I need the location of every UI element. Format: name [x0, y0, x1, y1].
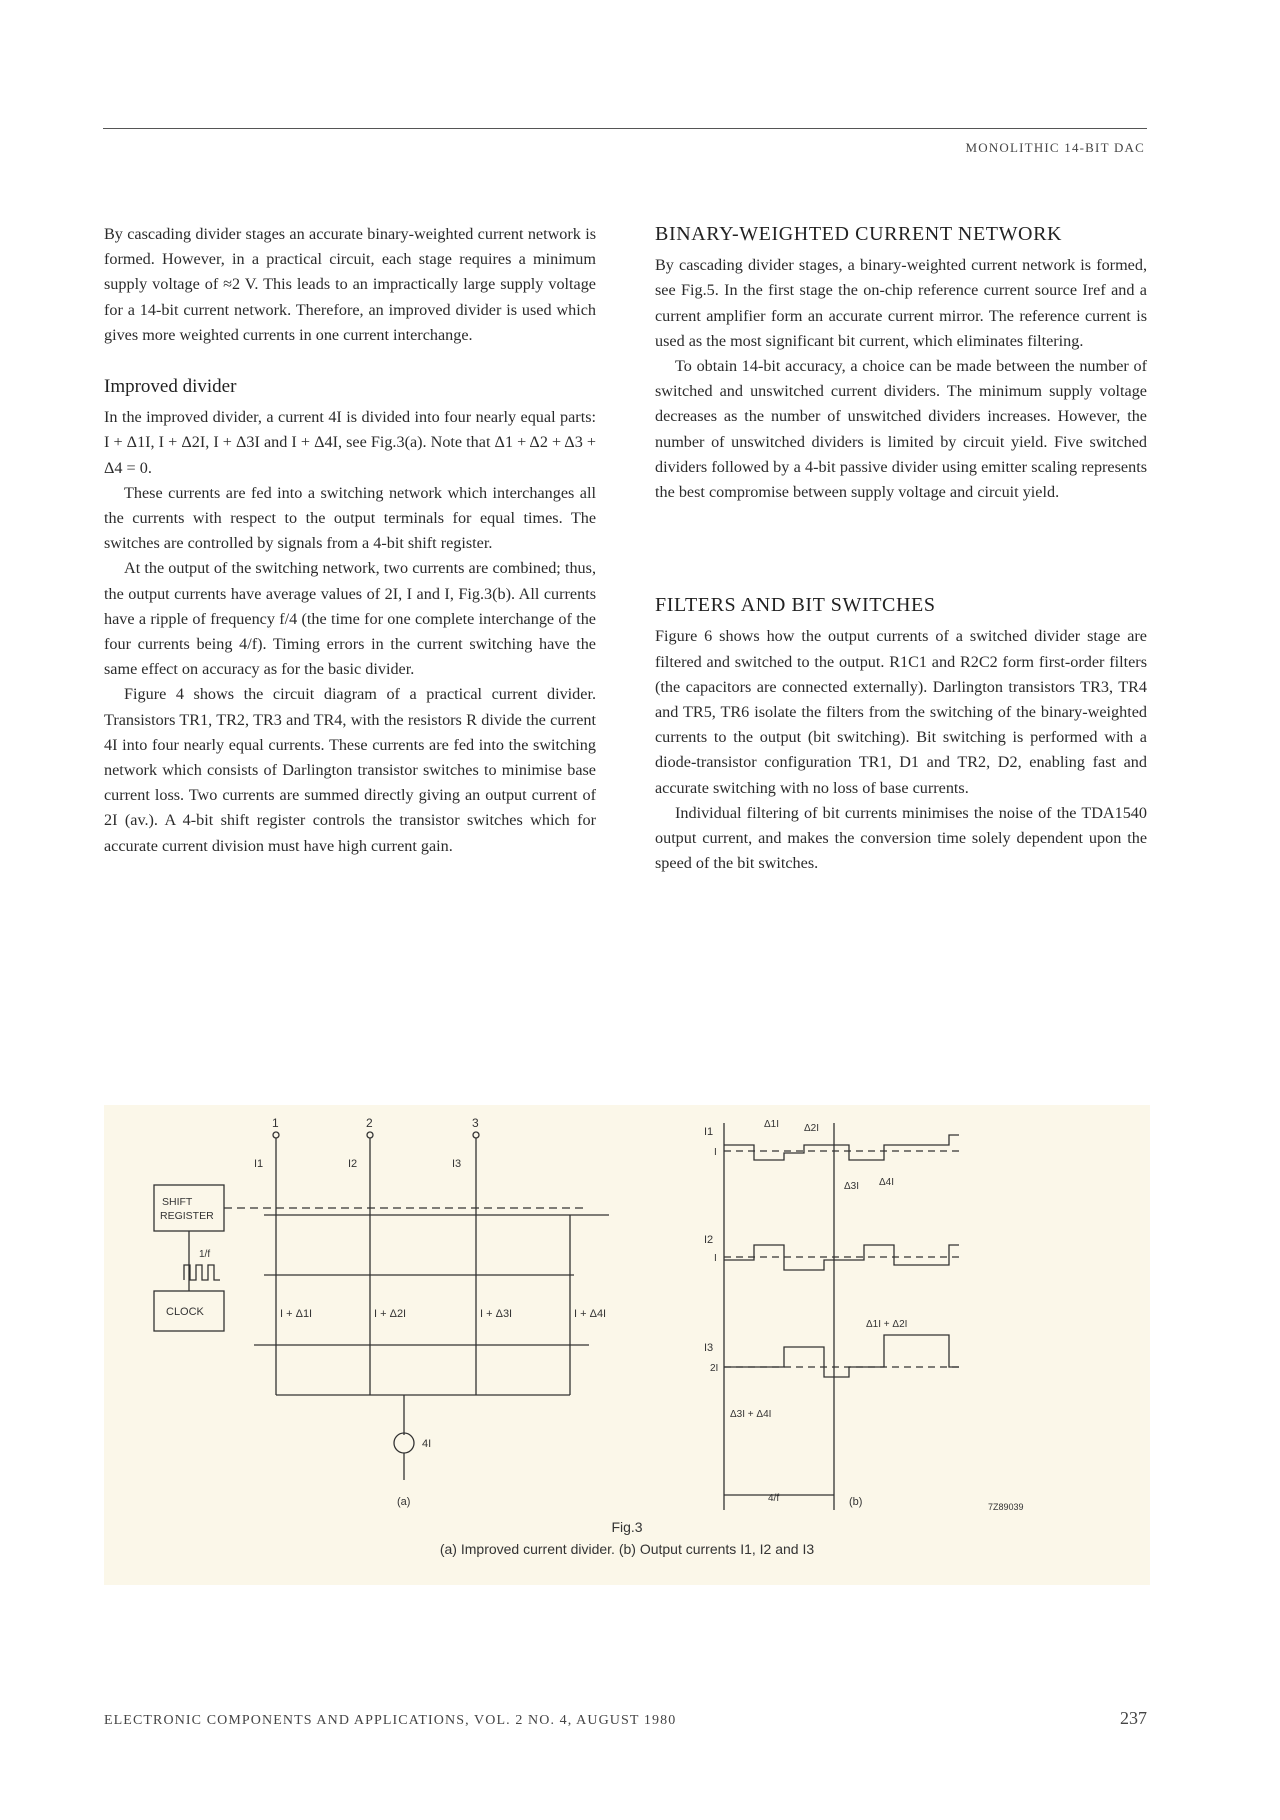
- branch-current-label: I + Δ3I: [480, 1308, 513, 1320]
- figure-3: [104, 1105, 1150, 1585]
- clock-label: CLOCK: [166, 1306, 204, 1318]
- paragraph: By cascading divider stages, a binary-weighted current network is formed, see Fig.5. In the first stage the on-chip reference current source Iref and a current amplifier form an accurate current mirror. The reference current is used as the most significant bit current, which eliminates filtering.: [655, 256, 1147, 350]
- delta-label: Δ3I + Δ4I: [730, 1409, 772, 1420]
- terminal-label: 1: [272, 1116, 279, 1130]
- delta-label: Δ2I: [804, 1123, 820, 1134]
- paragraph: By cascading divider stages an accurate binary-weighted current network is formed. However, in a practical circuit, each stage requires a minimum supply voltage of ≈2 V. This leads to an impractically large supply voltage for a 14-bit current network. Therefore, an improved divider is used which gives more weighted currents in one current interchange.: [104, 225, 596, 344]
- terminal-label: 3: [472, 1116, 479, 1130]
- paragraph: At the output of the switching network, two currents are combined; thus, the output currents have average values of 2I, I and I, Fig.3(b). All currents have a ripple of frequency f/4 (the time for one complete interchange of the four currents being 4/f). Timing errors in the current switching have the same effect on accuracy as for the basic divider.: [104, 559, 596, 679]
- figure-number: Fig.3: [611, 1519, 643, 1535]
- right-column: [655, 222, 1147, 876]
- level-label: 2I: [710, 1363, 719, 1374]
- delta-label: Δ1I + Δ2I: [866, 1319, 908, 1330]
- frequency-label: 1/f: [199, 1249, 211, 1260]
- section-heading-filters: FILTERS AND BIT SWITCHES: [655, 594, 936, 617]
- delta-label: Δ3I: [844, 1181, 860, 1192]
- section-heading-improved-divider: Improved divider: [104, 376, 237, 398]
- shift-register-label: SHIFT: [162, 1196, 193, 1208]
- delta-label: Δ4I: [879, 1177, 895, 1188]
- branch-current-label: I + Δ2I: [374, 1308, 407, 1320]
- paragraph: In the improved divider, a current 4I is divided into four nearly equal parts: I + Δ1I, I + Δ2I, I + Δ3I and I + Δ4I, see Fig.3(a). Note that Δ1 + Δ2 + Δ3 + Δ4 = 0.: [104, 408, 596, 477]
- branch-current-label: I + Δ4I: [574, 1308, 607, 1320]
- paragraph: These currents are fed into a switching network which interchanges all the currents with respect to the output terminals for equal times. The switches are controlled by signals from a 4-bit shift register.: [104, 483, 596, 553]
- current-label: I2: [348, 1158, 358, 1170]
- period-label: 4/f: [768, 1493, 780, 1504]
- paragraph: Figure 6 shows how the output currents of a switched divider stage are filtered and switched to the output. R1C1 and R2C2 form first-order filters (the capacitors are connected externally). Darlington transistors TR3, TR4 and TR5, TR6 isolate the filters from the switching of the binary-weighted currents to the output (bit switching). Bit switching is performed with a diode-transistor configuration TR1, D1 and TR2, D2, enabling fast and accurate switching with no loss of base currents.: [655, 627, 1147, 797]
- running-head: MONOLITHIC 14-BIT DAC: [965, 140, 1145, 155]
- figure-caption: (a) Improved current divider. (b) Output currents I1, I2 and I3: [439, 1541, 815, 1557]
- left-column: [104, 222, 596, 859]
- current-label: I1: [254, 1158, 264, 1170]
- subfigure-label: (b): [849, 1496, 863, 1508]
- waveform-label: I3: [704, 1342, 714, 1354]
- waveform-label: I1: [704, 1126, 714, 1138]
- subfigure-label: (a): [397, 1496, 411, 1508]
- figure-code: 7Z89039: [988, 1502, 1024, 1512]
- level-label: I: [714, 1147, 717, 1158]
- paragraph: Individual filtering of bit currents minimises the noise of the TDA1540 output current, and makes the conversion time solely dependent upon the speed of the bit switches.: [655, 803, 1147, 873]
- waveform-label: I2: [704, 1234, 714, 1246]
- section-heading-binary-network: BINARY-WEIGHTED CURRENT NETWORK: [655, 223, 1063, 245]
- circuit-and-waveform-diagram: [104, 1105, 1150, 1585]
- delta-label: Δ1I: [764, 1119, 780, 1130]
- page-number: 237: [1120, 1708, 1147, 1728]
- header-rule: [103, 128, 1147, 129]
- shift-register-label: REGISTER: [160, 1210, 214, 1222]
- level-label: I: [714, 1253, 717, 1264]
- journal-footer: ELECTRONIC COMPONENTS AND APPLICATIONS, VOL. 2 NO. 4, AUGUST 1980: [104, 1713, 677, 1728]
- source-current-label: 4I: [422, 1438, 432, 1450]
- paragraph: Figure 4 shows the circuit diagram of a practical current divider. Transistors TR1, TR2, TR3 and TR4, with the resistors R divide the current 4I into four nearly equal currents. These currents are fed into the switching network which consists of Darlington transistor switches to minimise base current loss. Two currents are summed directly giving an output current of 2I (av.). A 4-bit shift register controls the transistor switches which for accurate current division must have high current gain.: [104, 685, 596, 855]
- branch-current-label: I + Δ1I: [280, 1308, 313, 1320]
- paragraph: To obtain 14-bit accuracy, a choice can be made between the number of switched and unswitched current dividers. The minimum supply voltage decreases as the number of unswitched dividers increases. However, the number of unswitched dividers is limited by circuit yield. Five switched dividers followed by a 4-bit passive divider using emitter scaling represents the best compromise between supply voltage and circuit yield.: [655, 357, 1147, 502]
- current-label: I3: [452, 1158, 462, 1170]
- terminal-label: 2: [366, 1116, 373, 1130]
